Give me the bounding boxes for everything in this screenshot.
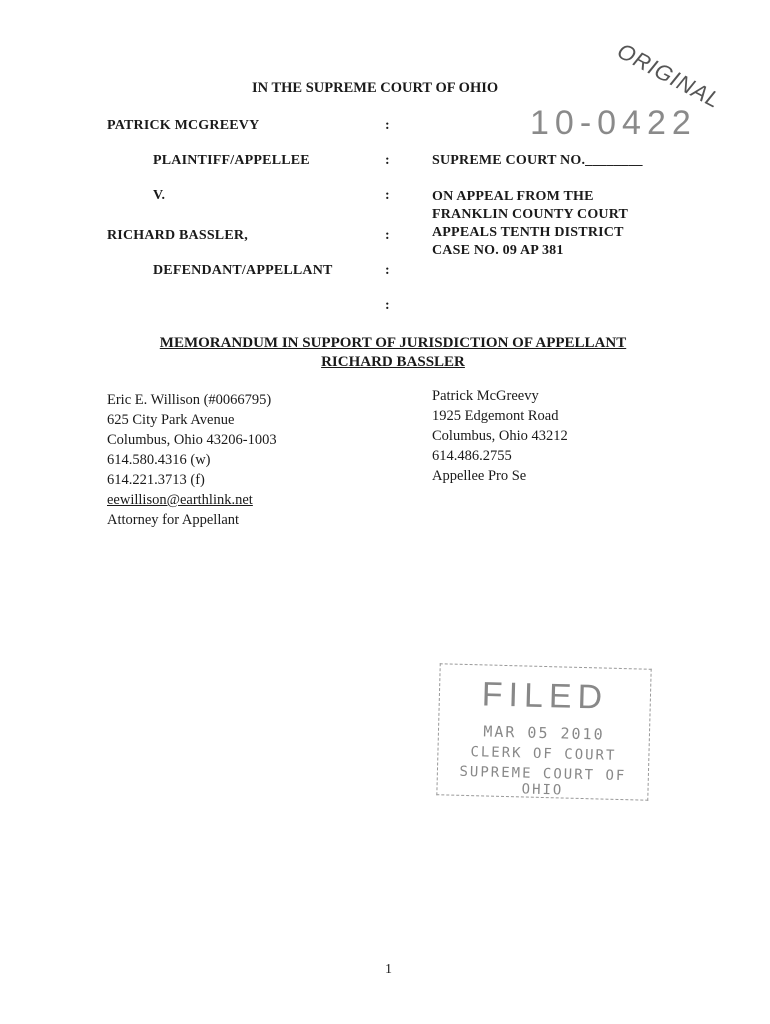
attorney-block bbox=[107, 390, 277, 530]
versus: V. bbox=[153, 188, 166, 203]
appellee-line: 1925 Edgemont Road bbox=[432, 408, 559, 424]
attorney-line: Columbus, Ohio 43206-1003 bbox=[107, 432, 277, 448]
filed-clerk: CLERK OF COURT bbox=[470, 744, 617, 764]
caption-colon: : bbox=[385, 263, 390, 278]
attorney-line: Eric E. Willison (#0066795) bbox=[107, 392, 272, 408]
appeal-line: FRANKLIN COUNTY COURT bbox=[432, 207, 629, 222]
defendant-role: DEFENDANT/APPELLANT bbox=[153, 263, 333, 278]
court-header: IN THE SUPREME COURT OF OHIO bbox=[252, 80, 499, 96]
appeal-line: APPEALS TENTH DISTRICT bbox=[432, 225, 624, 240]
appeal-info bbox=[432, 188, 628, 260]
original-stamp: ORIGINAL bbox=[613, 38, 725, 114]
plaintiff-name: PATRICK MCGREEVY bbox=[107, 118, 260, 133]
caption-colon: : bbox=[385, 298, 390, 313]
caption-colon: : bbox=[385, 153, 390, 168]
filed-word: FILED bbox=[481, 675, 609, 717]
defendant-name: RICHARD BASSLER, bbox=[107, 228, 248, 243]
appellee-block bbox=[432, 386, 568, 486]
case-number-stamp: 10-0422 bbox=[530, 104, 697, 142]
filed-stamp bbox=[436, 663, 651, 801]
caption-colon: : bbox=[385, 228, 390, 243]
caption-colon: : bbox=[385, 188, 390, 203]
filed-court: SUPREME COURT OF OHIO bbox=[459, 763, 627, 799]
appellee-line: Appellee Pro Se bbox=[432, 468, 527, 484]
attorney-line: 614.221.3713 (f) bbox=[107, 472, 205, 488]
appellee-line: 614.486.2755 bbox=[432, 448, 512, 464]
attorney-email-link[interactable]: eewillison@earthlink.net bbox=[107, 492, 253, 508]
filed-date: MAR 05 2010 bbox=[483, 722, 605, 744]
appellee-line: Columbus, Ohio 43212 bbox=[432, 428, 568, 444]
memo-title-line2: RICHARD BASSLER bbox=[321, 354, 465, 370]
supreme-court-no: SUPREME COURT NO.________ bbox=[432, 153, 643, 168]
appeal-line: ON APPEAL FROM THE bbox=[432, 189, 594, 204]
caption-colon: : bbox=[385, 118, 390, 133]
appeal-line: CASE NO. 09 AP 381 bbox=[432, 243, 564, 258]
page-number: 1 bbox=[385, 962, 392, 977]
appellee-line: Patrick McGreevy bbox=[432, 388, 539, 404]
plaintiff-role: PLAINTIFF/APPELLEE bbox=[153, 153, 310, 168]
attorney-role: Attorney for Appellant bbox=[107, 512, 240, 528]
memo-title-line1: MEMORANDUM IN SUPPORT OF JURISDICTION OF APPELLANT bbox=[159, 335, 627, 351]
attorney-line: 625 City Park Avenue bbox=[107, 412, 235, 428]
attorney-line: 614.580.4316 (w) bbox=[107, 452, 211, 468]
